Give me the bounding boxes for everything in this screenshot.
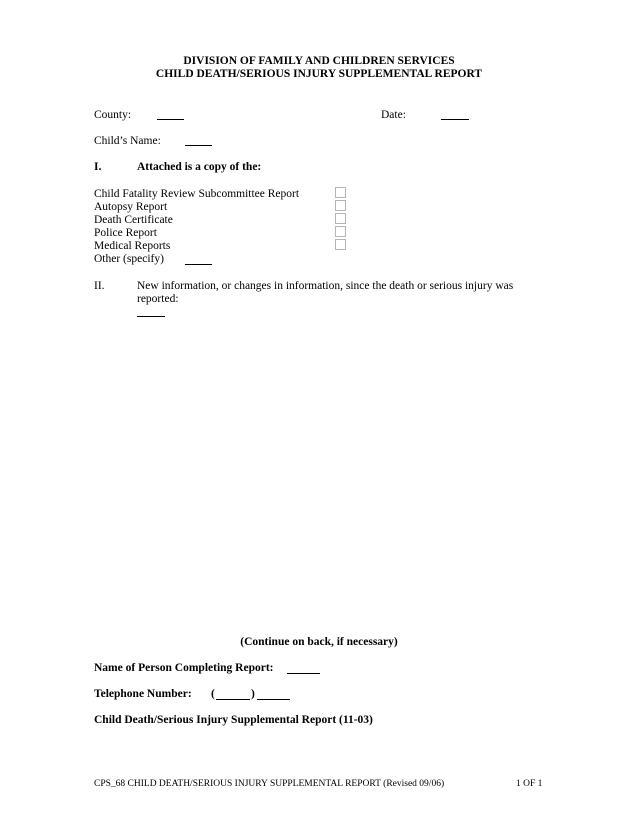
footer-form-id: CPS_68 CHILD DEATH/SERIOUS INJURY SUPPLEMENTAL REPORT (Revised 09/06) [94,779,445,789]
section-1-number: I. [94,161,102,173]
checkbox-death-certificate[interactable] [335,213,346,224]
section-2-text-line2: reported: [137,293,179,305]
checkbox-fatality-review[interactable] [335,187,346,198]
attachment-label-death-certificate: Death Certificate [94,214,173,226]
header-report-title: CHILD DEATH/SERIOUS INJURY SUPPLEMENTAL REPORT [155,68,483,80]
date-field[interactable] [441,119,469,120]
childs-name-label: Child’s Name: [94,135,161,147]
person-completing-label: Name of Person Completing Report: [94,662,274,674]
section-2-number: II. [94,280,105,292]
county-field[interactable] [157,119,184,120]
checkbox-medical-reports[interactable] [335,239,346,250]
telephone-number-field[interactable] [257,699,290,700]
other-specify-field[interactable] [185,264,212,265]
footer-page-number: 1 OF 1 [516,779,543,789]
attachment-label-police-report: Police Report [94,227,157,239]
continue-note: (Continue on back, if necessary) [240,636,398,648]
checkbox-police-report[interactable] [335,226,346,237]
telephone-open-paren: ( [211,688,215,700]
telephone-label: Telephone Number: [94,688,192,700]
section-2-text-line1: New information, or changes in information, since the death or serious injury was [137,280,514,292]
new-information-field[interactable] [137,316,165,317]
county-label: County: [94,109,132,121]
attachment-label-autopsy: Autopsy Report [94,201,168,213]
person-completing-field[interactable] [287,673,320,674]
telephone-close-paren: ) [251,688,255,700]
childs-name-field[interactable] [185,145,212,146]
date-label: Date: [381,109,406,121]
header-division: DIVISION OF FAMILY AND CHILDREN SERVICES [183,55,455,67]
telephone-area-code-field[interactable] [216,699,250,700]
attachment-label-other: Other (specify) [94,253,164,265]
form-title: Child Death/Serious Injury Supplemental Report (11-03) [94,714,373,726]
attachment-label-fatality-review: Child Fatality Review Subcommittee Report [94,188,300,200]
checkbox-autopsy[interactable] [335,200,346,211]
section-1-heading: Attached is a copy of the: [137,161,262,173]
attachment-label-medical-reports: Medical Reports [94,240,171,252]
